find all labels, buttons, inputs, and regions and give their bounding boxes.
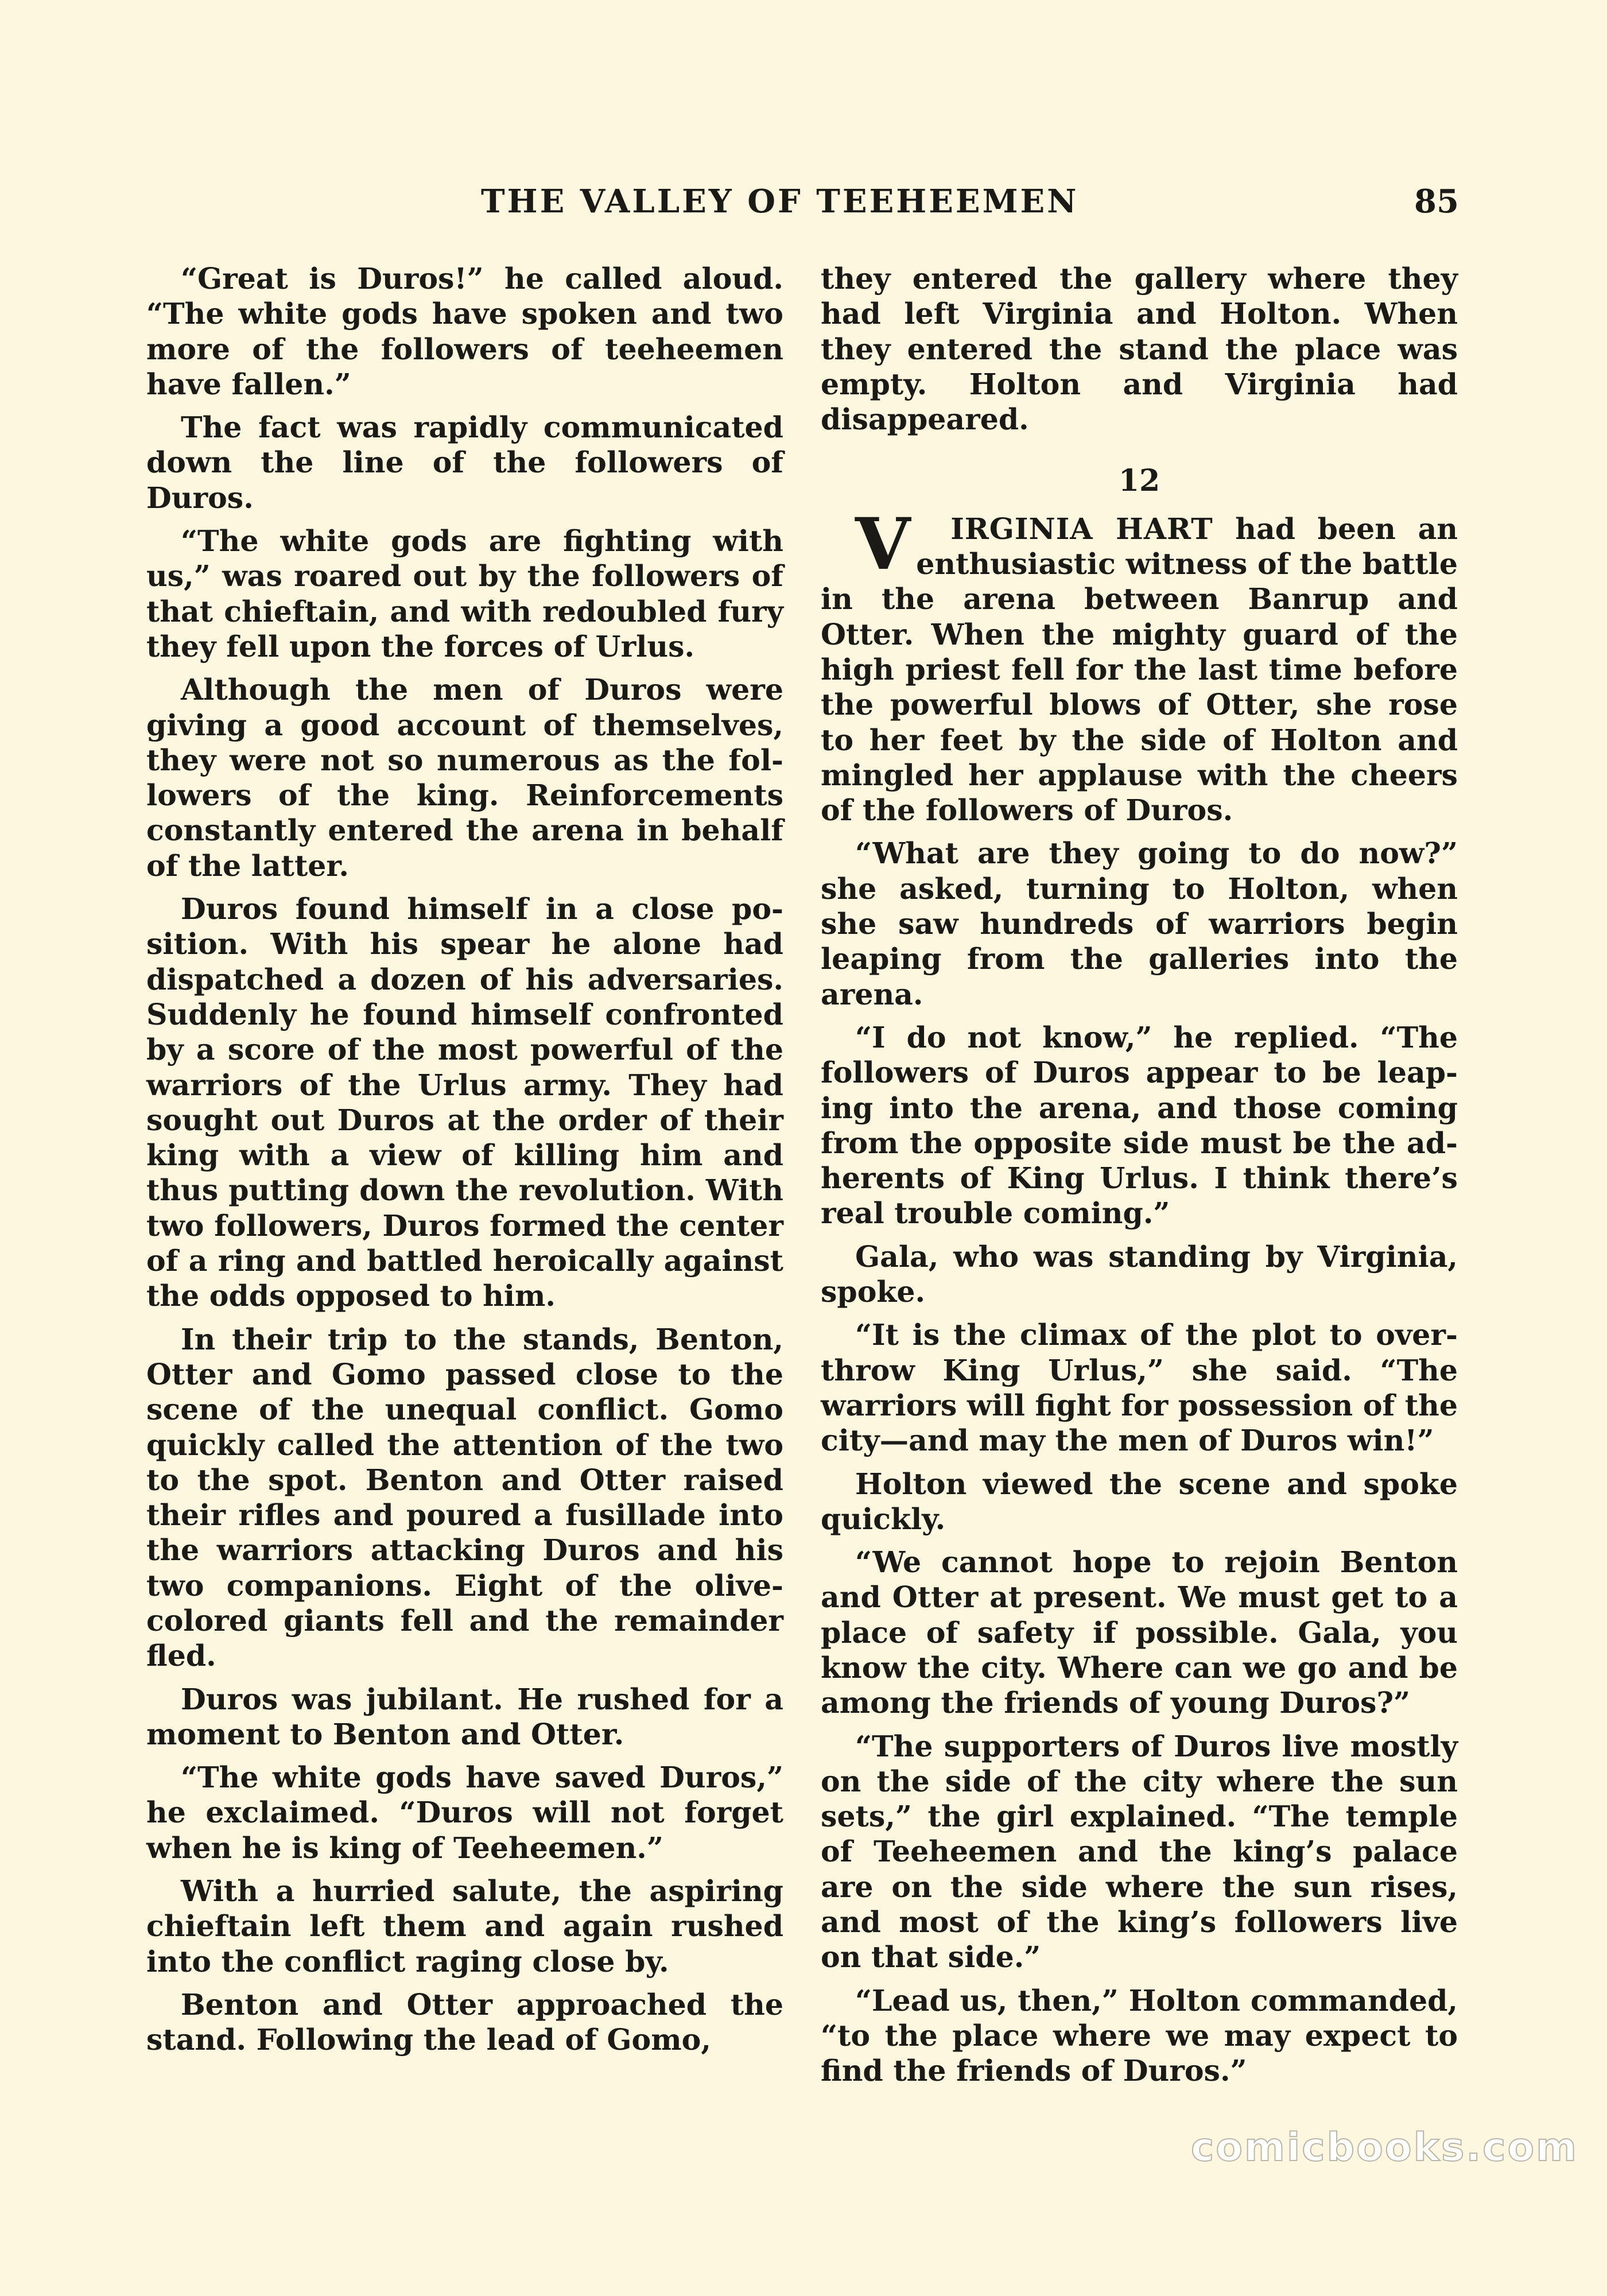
running-title: THE VALLEY OF TEEHEEMEN (481, 183, 1079, 220)
right-column (821, 261, 1458, 2097)
paragraph: In their trip to the stands, Benton, Otter and Gomo passed close to the scene of the unequal conflict. Gomo quickly called the attention of the two to the spot. Benton and Otter raised their rifles and poured a fusillade into the warriors attacking Duros and his two companions. Eight of the olive-colored giants fell and the remainder fled. (146, 1322, 783, 1673)
drop-cap: V (855, 502, 911, 586)
paragraph: Duros found himself in a close position. With his spear he alone had dispatched a dozen of his adversaries. Suddenly he found himself confronted by a score of the most powerful of the warriors of the Urlus army. They had sought out Duros at the order of their king with a view of killing him and thus putting down the revolution. With two followers, Duros formed the center of a ring and battled heroically against the odds opposed to him. (146, 892, 784, 1313)
page-number: 85 (1414, 183, 1459, 220)
site-watermark: comicbooks.com (1191, 2125, 1579, 2170)
paragraph: “Great is Duros!” he called aloud. “The white gods have spoken and two more of the followers of teeheemen have fallen.” (146, 262, 783, 401)
paragraph: Benton and Otter approached the stand. Following the lead of Gomo, (146, 1987, 783, 2057)
paragraph: “We cannot hope to rejoin Benton and Otter at present. We must get to a place of safety if possible. Gala, you know the city. Where can we go and be among the friends of young Duros?” (821, 1545, 1458, 1720)
paragraph: Gala, who was standing by Virginia, spoke. (821, 1239, 1458, 1309)
paragraph: The fact was rapidly communicated down the line of the followers of Duros. (146, 410, 783, 515)
paragraph: “Lead us, then,” Holton commanded, “to the place where we may expect to find the friends of Duros.” (821, 1983, 1458, 2088)
paragraph: “What are they going to do now?” she asked, turning to Holton, when she saw hundreds of warriors begin leaping from the galleries into the arena. (821, 836, 1458, 1011)
paragraph: With a hurried salute, the aspiring chieftain left them and again rushed into the conflict raging close by. (146, 1874, 783, 1979)
paragraph: Holton viewed the scene and spoke quickly. (821, 1467, 1458, 1536)
paragraph: “I do not know,” he replied. “The followers of Duros appear to be leaping into the arena, and those coming from the opposite side must be the adherents of King Urlus. I think there’s real trouble coming.” (821, 1020, 1458, 1231)
paragraph: “The white gods have saved Duros,” he exclaimed. “Duros will not forget when he is king of Teeheemen.” (146, 1760, 783, 1865)
opening-text: had been an enthusiastic witness of the battle in the arena between Banrup and Otter. When the mighty guard of the high priest fell for the last time before the powerful blows of Otter, she rose to her feet by the side of Holton and mingled her applause with the cheers of the followers of Duros. (821, 511, 1458, 828)
paragraph: “The white gods are fighting with us,” was roared out by the followers of that chieftain, and with redoubled fury they fell upon the forces of Urlus. (146, 524, 783, 664)
chapter-opening-paragraph (821, 502, 1458, 828)
running-header (0, 183, 1607, 223)
paragraph: Although the men of Duros were giving a good account of themselves, they were not so numerous as the followers of the king. Reinforcements constantly entered the arena in behalf of the latter. (146, 673, 783, 883)
paragraph: Duros was jubilant. He rushed for a moment to Benton and Otter. (146, 1682, 783, 1751)
section-number: 12 (1118, 463, 1160, 499)
paragraph: “The supporters of Duros live mostly on the side of the city where the sun sets,” the girl explained. “The temple of Teeheemen and the king’s palace are on the side where the sun rises, and most of the king’s followers live on that side.” (821, 1729, 1458, 1975)
left-column (146, 261, 783, 2066)
paragraph: “It is the climax of the plot to overthrow King Urlus,” she said. “The warriors will fight for possession of the city—and may the men of Duros win!” (821, 1318, 1458, 1458)
opening-smallcaps: IRGINIA HART (950, 511, 1213, 546)
continued-paragraph: they entered the gallery where they had left Virginia and Holton. When they entered the stand the place was empty. Holton and Virginia had disappeared. (821, 262, 1458, 437)
